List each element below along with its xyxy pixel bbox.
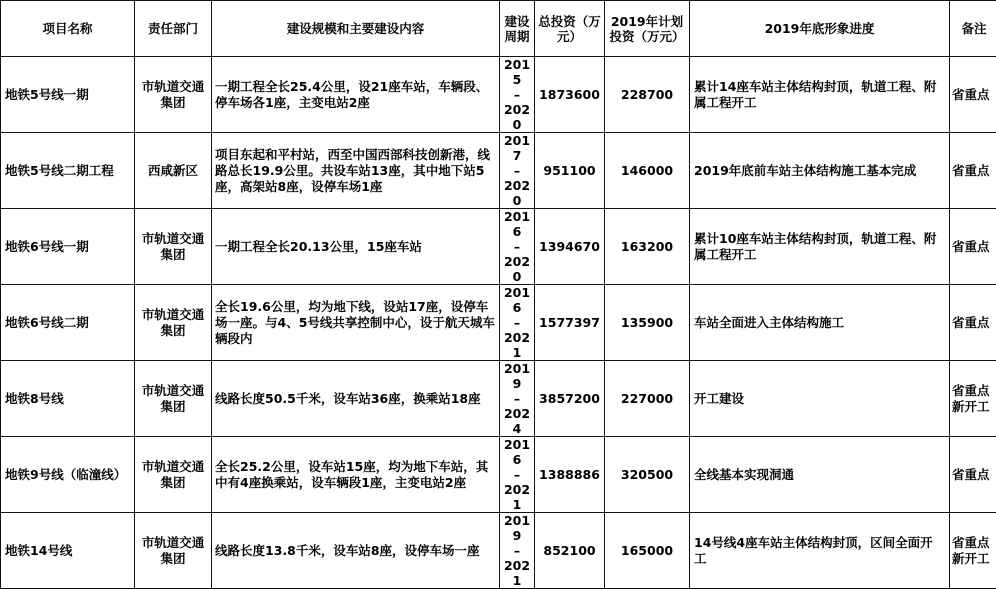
progress: 14号线4座车站主体结构封顶，区间全面开工 (690, 513, 950, 589)
period-start: 2015 (500, 57, 534, 87)
total-investment: 1388886 (535, 437, 605, 513)
period (500, 57, 535, 133)
header-note: 备注 (950, 1, 996, 57)
progress: 全线基本实现洞通 (690, 437, 950, 513)
table-row (1, 209, 996, 285)
department: 市轨道交通集团 (135, 57, 212, 133)
total-investment: 1577397 (535, 285, 605, 361)
plan-investment: 163200 (605, 209, 690, 285)
period (500, 513, 535, 589)
period-separator: – (500, 163, 534, 178)
total-investment: 951100 (535, 133, 605, 209)
plan-investment: 227000 (605, 361, 690, 437)
header-department: 责任部门 (135, 1, 212, 57)
progress: 2019年底前车站主体结构施工基本完成 (690, 133, 950, 209)
department: 西咸新区 (135, 133, 212, 209)
note: 省重点 (950, 437, 996, 513)
project-name: 地铁6号线二期 (1, 285, 135, 361)
period-start: 2019 (500, 513, 534, 543)
note: 省重点 (950, 209, 996, 285)
plan-investment: 228700 (605, 57, 690, 133)
total-investment: 3857200 (535, 361, 605, 437)
period-start: 2016 (500, 437, 534, 467)
total-investment: 1394670 (535, 209, 605, 285)
total-investment: 852100 (535, 513, 605, 589)
table-row (1, 513, 996, 589)
table-row (1, 133, 996, 209)
period-separator: – (500, 543, 534, 558)
period-start: 2016 (500, 285, 534, 315)
note: 省重点 (950, 285, 996, 361)
note: 省重点新开工 (950, 361, 996, 437)
note: 省重点 (950, 133, 996, 209)
plan-investment: 320500 (605, 437, 690, 513)
period-end: 2021 (500, 558, 534, 588)
department: 市轨道交通集团 (135, 285, 212, 361)
progress: 累计14座车站主体结构封顶，轨道工程、附属工程开工 (690, 57, 950, 133)
project-name: 地铁5号线一期 (1, 57, 135, 133)
period-end: 2020 (500, 254, 534, 284)
header-period: 建设周期 (500, 1, 535, 57)
project-name: 地铁5号线二期工程 (1, 133, 135, 209)
period (500, 285, 535, 361)
note: 省重点 (950, 57, 996, 133)
progress: 开工建设 (690, 361, 950, 437)
progress: 累计10座车站主体结构封顶，轨道工程、附属工程开工 (690, 209, 950, 285)
table-row (1, 285, 996, 361)
period-end: 2021 (500, 330, 534, 360)
period (500, 437, 535, 513)
period-end: 2024 (500, 406, 534, 436)
period-end: 2020 (500, 102, 534, 132)
note: 省重点新开工 (950, 513, 996, 589)
department: 市轨道交通集团 (135, 361, 212, 437)
scope: 项目东起和平村站，西至中国西部科技创新港，线路总长19.9公里。共设车站13座，其中地下站5座，高架站8座，设停车场1座 (212, 133, 500, 209)
header-row (1, 1, 996, 57)
scope: 线路长度50.5千米，设车站36座，换乘站18座 (212, 361, 500, 437)
table-row (1, 437, 996, 513)
scope: 一期工程全长20.13公里，15座车站 (212, 209, 500, 285)
progress: 车站全面进入主体结构施工 (690, 285, 950, 361)
department: 市轨道交通集团 (135, 209, 212, 285)
table-row (1, 361, 996, 437)
header-project-name: 项目名称 (1, 1, 135, 57)
scope: 全长19.6公里，均为地下线，设站17座，设停车场一座。与4、5号线共享控制中心，设于航天城车辆段内 (212, 285, 500, 361)
header-scope: 建设规模和主要建设内容 (212, 1, 500, 57)
department: 市轨道交通集团 (135, 513, 212, 589)
department: 市轨道交通集团 (135, 437, 212, 513)
period-separator: – (500, 87, 534, 102)
scope: 一期工程全长25.4公里，设21座车站，车辆段、停车场各1座，主变电站2座 (212, 57, 500, 133)
scope: 线路长度13.8千米，设车站8座，设停车场一座 (212, 513, 500, 589)
plan-investment: 165000 (605, 513, 690, 589)
total-investment: 1873600 (535, 57, 605, 133)
period-separator: – (500, 467, 534, 482)
period-end: 2020 (500, 178, 534, 208)
period (500, 361, 535, 437)
plan-investment: 146000 (605, 133, 690, 209)
period-separator: – (500, 391, 534, 406)
header-total-investment: 总投资（万元） (535, 1, 605, 57)
period-start: 2017 (500, 133, 534, 163)
period-start: 2019 (500, 361, 534, 391)
scope: 全长25.2公里，设车站15座，均为地下车站，其中有4座换乘站，设车辆段1座，主变电站2座 (212, 437, 500, 513)
period-separator: – (500, 239, 534, 254)
period-start: 2016 (500, 209, 534, 239)
table-row (1, 57, 996, 133)
header-progress: 2019年底形象进度 (690, 1, 950, 57)
plan-investment: 135900 (605, 285, 690, 361)
period (500, 209, 535, 285)
project-name: 地铁9号线（临潼线） (1, 437, 135, 513)
header-plan-investment: 2019年计划投资（万元） (605, 1, 690, 57)
project-name: 地铁6号线一期 (1, 209, 135, 285)
period-separator: – (500, 315, 534, 330)
project-name: 地铁8号线 (1, 361, 135, 437)
project-name: 地铁14号线 (1, 513, 135, 589)
period-end: 2021 (500, 482, 534, 512)
period (500, 133, 535, 209)
